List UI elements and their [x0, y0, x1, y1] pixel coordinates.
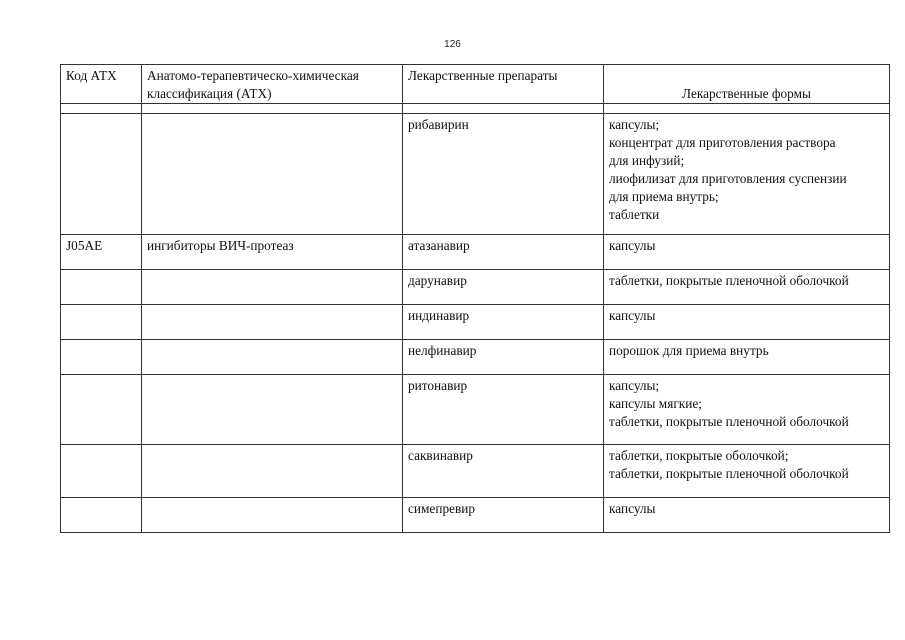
table-row — [61, 235, 890, 270]
form-line: для инфузий; — [609, 153, 685, 168]
form-line: капсулы — [609, 308, 656, 323]
classification-cell — [142, 445, 403, 498]
drug-cell: дарунавир — [403, 270, 604, 305]
form-line: таблетки — [609, 207, 660, 222]
table-row — [61, 305, 890, 340]
forms-cell — [604, 498, 890, 533]
drug-cell: рибавирин — [403, 114, 604, 235]
form-line: капсулы; — [609, 117, 660, 132]
classification-cell: ингибиторы ВИЧ-протеаз — [142, 235, 403, 270]
drug-cell: нелфинавир — [403, 340, 604, 375]
code-cell — [61, 340, 142, 375]
header-classification: Анатомо-терапевтическо-химическая классификация (АТХ) — [142, 65, 403, 104]
page-number: 126 — [444, 39, 461, 50]
form-line: таблетки, покрытые пленочной оболочкой — [609, 414, 849, 429]
classification-cell — [142, 340, 403, 375]
form-line: концентрат для приготовления раствора — [609, 135, 836, 150]
forms-cell — [604, 235, 890, 270]
table-row — [61, 114, 890, 235]
table-row — [61, 340, 890, 375]
header-forms: Лекарственные формы — [604, 65, 890, 104]
code-cell — [61, 305, 142, 340]
code-cell — [61, 498, 142, 533]
forms-cell — [604, 114, 890, 235]
form-line: лиофилизат для приготовления суспензии — [609, 171, 847, 186]
code-cell — [61, 445, 142, 498]
classification-cell — [142, 270, 403, 305]
table-row — [61, 375, 890, 445]
atc-drug-table — [60, 64, 890, 533]
header-code: Код АТХ — [61, 65, 142, 104]
classification-cell — [142, 498, 403, 533]
classification-cell — [142, 305, 403, 340]
forms-cell — [604, 340, 890, 375]
forms-cell — [604, 270, 890, 305]
form-line: капсулы — [609, 501, 656, 516]
form-line: капсулы; — [609, 378, 660, 393]
forms-cell — [604, 305, 890, 340]
form-line: порошок для приема внутрь — [609, 343, 769, 358]
form-line: для приема внутрь; — [609, 189, 719, 204]
code-cell — [61, 270, 142, 305]
classification-cell — [142, 114, 403, 235]
table-row — [61, 270, 890, 305]
drug-cell: симепревир — [403, 498, 604, 533]
drug-cell: атазанавир — [403, 235, 604, 270]
header-spacer-row — [61, 104, 890, 114]
drug-cell: саквинавир — [403, 445, 604, 498]
form-line: таблетки, покрытые оболочкой; — [609, 448, 789, 463]
drug-cell: индинавир — [403, 305, 604, 340]
drug-cell: ритонавир — [403, 375, 604, 445]
code-cell — [61, 375, 142, 445]
form-line: таблетки, покрытые пленочной оболочкой — [609, 273, 849, 288]
forms-cell — [604, 375, 890, 445]
code-cell: J05AE — [61, 235, 142, 270]
table-body — [61, 114, 890, 533]
table-row — [61, 498, 890, 533]
form-line: таблетки, покрытые пленочной оболочкой — [609, 466, 849, 481]
header-drugs: Лекарственные препараты — [403, 65, 604, 104]
table-row — [61, 445, 890, 498]
form-line: капсулы — [609, 238, 656, 253]
form-line: капсулы мягкие; — [609, 396, 702, 411]
table-header-row — [61, 65, 890, 104]
code-cell — [61, 114, 142, 235]
classification-cell — [142, 375, 403, 445]
forms-cell — [604, 445, 890, 498]
